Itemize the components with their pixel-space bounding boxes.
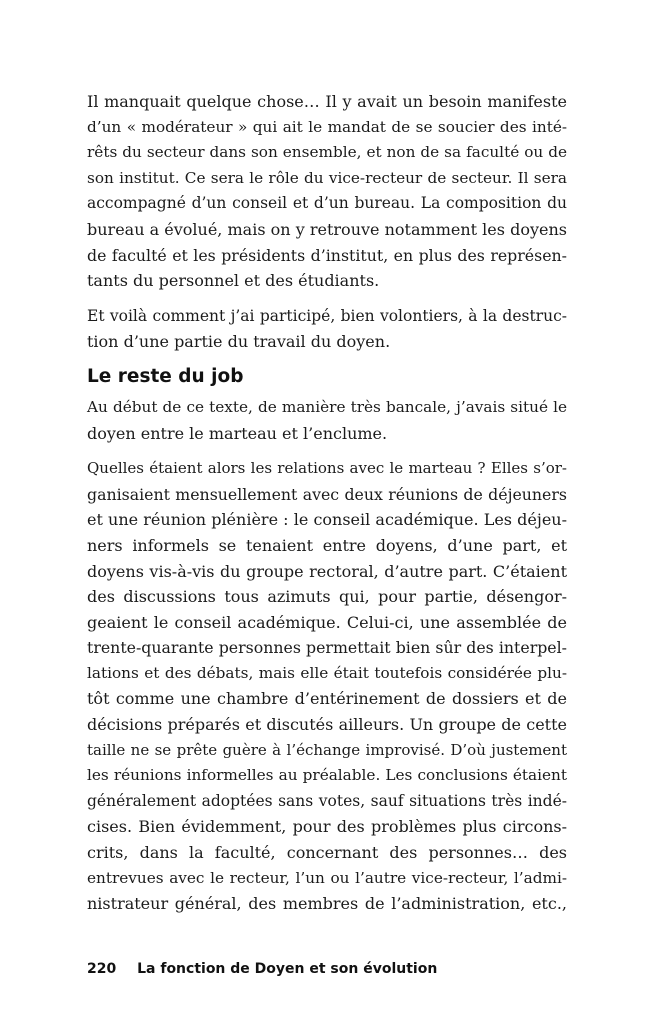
- text-line: et une réunion plénière : le conseil académique. Les déjeu-: [87, 510, 567, 530]
- text-line: crits, dans la faculté, concernant des personnes… des: [87, 843, 567, 863]
- text-line: bureau a évolué, mais on y retrouve notamment les doyens: [87, 219, 567, 239]
- text-line: tants du personnel et des étudiants.: [87, 271, 380, 291]
- running-title: La fonction de Doyen et son évolution: [137, 961, 438, 977]
- text-line: nistrateur général, des membres de l’administration, etc.,: [87, 894, 567, 914]
- text-line: les réunions informelles au préalable. Les conclusions étaient: [87, 766, 567, 785]
- text-line: entrevues avec le recteur, l’un ou l’autre vice-recteur, l’admi-: [87, 868, 567, 887]
- paragraph-relations: [87, 456, 567, 917]
- text-line: de faculté et les présidents d’institut, en plus des représen-: [87, 245, 567, 265]
- text-line: d’un « modérateur » qui ait le mandat de se soucier des inté-: [87, 117, 567, 136]
- text-line: cises. Bien évidemment, pour des problèmes plus circons-: [87, 817, 567, 837]
- text-line: ners informels se tenaient entre doyens, d’une part, et: [87, 535, 567, 555]
- text-line: doyens vis-à-vis du groupe rectoral, d’autre part. C’étaient: [87, 561, 567, 581]
- text-line: Quelles étaient alors les relations avec le marteau ? Elles s’or-: [87, 459, 567, 478]
- paragraph-moderateur: [87, 89, 567, 294]
- page-body: [87, 89, 567, 927]
- section-heading: Le reste du job: [87, 365, 244, 387]
- page-number: 220: [87, 961, 117, 977]
- text-line: geaient le conseil académique. Celui-ci, une assemblée de: [87, 612, 567, 632]
- text-line: ganisaient mensuellement avec deux réunions de déjeuners: [87, 484, 567, 504]
- text-line: doyen entre le marteau et l’enclume.: [87, 423, 388, 443]
- text-line: trente-quarante personnes permettait bien sûr des interpel-: [87, 638, 567, 658]
- text-line: tion d’une partie du travail du doyen.: [87, 332, 391, 352]
- text-line: Et voilà comment j’ai participé, bien volontiers, à la destruc-: [87, 306, 567, 325]
- text-line: son institut. Ce sera le rôle du vice-recteur de secteur. Il sera: [87, 168, 567, 187]
- text-line: généralement adoptées sans votes, sauf situations très indé-: [87, 791, 567, 810]
- text-line: accompagné d’un conseil et d’un bureau. La composition du: [87, 194, 567, 213]
- text-line: des discussions tous azimuts qui, pour partie, désengor-: [87, 587, 567, 607]
- paragraph-marteau-enclume: [87, 395, 567, 446]
- text-line: rêts du secteur dans son ensemble, et non de sa faculté ou de: [87, 143, 567, 162]
- paragraph-destruction: [87, 304, 567, 355]
- text-line: taille ne se prête guère à l’échange improvisé. D’où justement: [87, 740, 567, 759]
- text-line: tôt comme une chambre d’entérinement de dossiers et de: [87, 689, 567, 709]
- text-line: décisions préparés et discutés ailleurs. Un groupe de cette: [87, 715, 567, 735]
- page-footer: [87, 961, 437, 977]
- text-line: lations et des débats, mais elle était toutefois considérée plu-: [87, 663, 567, 682]
- text-line: Au début de ce texte, de manière très bancale, j’avais situé le: [87, 397, 567, 416]
- text-line: Il manquait quelque chose… Il y avait un besoin manifeste: [87, 92, 567, 111]
